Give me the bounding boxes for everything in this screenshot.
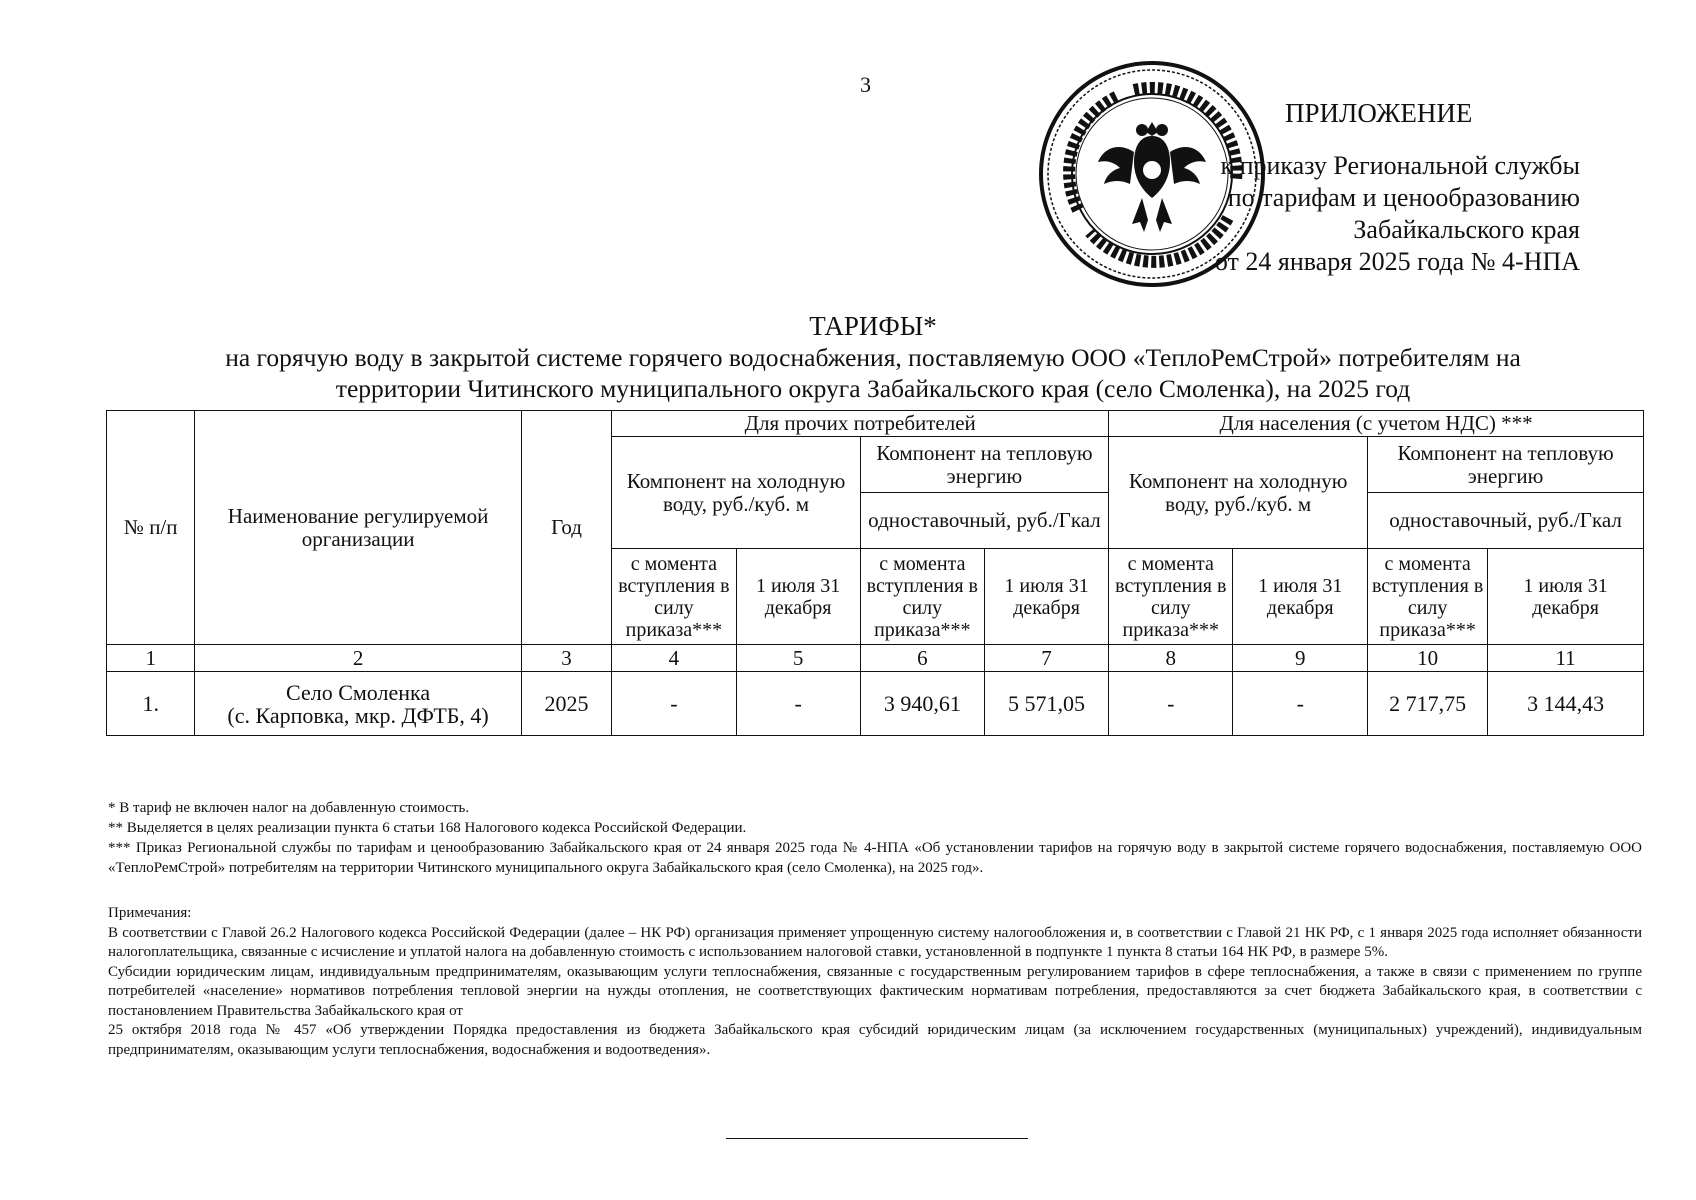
header-period-july: 1 июля 31 декабря <box>1488 549 1644 645</box>
header-single-rate-population: одноставочный, руб./Гкал <box>1368 493 1644 549</box>
approval-line: от 24 января 2025 года № 4-НПА <box>1214 247 1580 276</box>
header-cold-water-population: Компонент на холодную воду, руб./куб. м <box>1109 437 1368 549</box>
notes <box>108 904 1642 1060</box>
value-cell: - <box>1109 672 1233 736</box>
value-cell: - <box>1233 672 1368 736</box>
index-cell: 3 <box>521 645 612 672</box>
approval-line: по тарифам и ценообразованию <box>1227 183 1580 212</box>
header-period-july: 1 июля 31 декабря <box>1233 549 1368 645</box>
footnote: * В тариф не включен налог на добавленную стоимость. <box>108 800 470 816</box>
bottom-divider <box>726 1138 1028 1139</box>
title-subtitle-line2: территории Читинского муниципального округа Забайкальского края (село Смоленка), на 2025 год <box>335 374 1411 403</box>
header-period-from: с момента вступления в силу приказа*** <box>860 549 984 645</box>
page-number: 3 <box>860 72 871 97</box>
header-heat-other: Компонент на тепловую энергию <box>860 437 1108 493</box>
value-cell: - <box>736 672 860 736</box>
header-heat-population: Компонент на тепловую энергию <box>1368 437 1644 493</box>
header-single-rate-other: одноставочный, руб./Гкал <box>860 493 1108 549</box>
index-cell: 7 <box>984 645 1108 672</box>
note-paragraph: В соответствии с Главой 26.2 Налогового кодекса Российской Федерации (далее – НК РФ) организация применяет упрощенную систему налогообложения и, в соответствии с Главой 21 НК РФ, с 1 января 2025 года исполняет обязанности налогоплательщика, связанные с исчисление и уплатой налога на добавленную стоимость с использованием налоговой ставки, установленной в подпункте 1 пункта 8 статьи 164 НК РФ, в размере 5%. <box>108 924 1642 960</box>
header-group-other: Для прочих потребителей <box>612 411 1109 437</box>
footnotes <box>108 798 1642 878</box>
table-index-row <box>107 645 1644 672</box>
approval-line: Забайкальского края <box>1353 215 1580 244</box>
value-cell: 2 717,75 <box>1368 672 1488 736</box>
value-cell: 5 571,05 <box>984 672 1108 736</box>
header-period-from: с момента вступления в силу приказа*** <box>1109 549 1233 645</box>
title-subtitle-line1: на горячую воду в закрытой системе горячего водоснабжения, поставляемую ООО «ТеплоРемСтрой» потребителям на <box>225 343 1521 372</box>
row-year: 2025 <box>521 672 612 736</box>
index-cell: 1 <box>107 645 195 672</box>
index-cell: 8 <box>1109 645 1233 672</box>
index-cell: 4 <box>612 645 736 672</box>
index-cell: 10 <box>1368 645 1488 672</box>
header-organization: Наименование регулируемой организации <box>195 411 521 645</box>
header-num: № п/п <box>107 411 195 645</box>
approval-line: к приказу Региональной службы <box>1220 151 1580 180</box>
approval-block <box>1180 150 1580 278</box>
table-row <box>107 672 1644 736</box>
appendix-heading: ПРИЛОЖЕНИЕ <box>1285 98 1473 128</box>
value-cell: 3 940,61 <box>860 672 984 736</box>
index-cell: 9 <box>1233 645 1368 672</box>
row-num: 1. <box>107 672 195 736</box>
value-cell: 3 144,43 <box>1488 672 1644 736</box>
note-paragraph: Субсидии юридическим лицам, индивидуальным предпринимателям, оказывающим услуги теплоснабжения, связанные с государственным регулированием тарифов в сфере теплоснабжения, а также в связи с применением по группе потребителей «население» нормативов потребления тепловой энергии на нужды отопления, не соответствующих фактическим нормативам потребления, предоставляются за счет бюджета Забайкальского края, в соответствии с постановлением Правительства Забайкальского края от <box>108 963 1642 1019</box>
index-cell: 11 <box>1488 645 1644 672</box>
document-title <box>100 310 1646 404</box>
notes-heading: Примечания: <box>108 905 192 921</box>
index-cell: 2 <box>195 645 521 672</box>
row-organization-detail: (с. Карповка, мкр. ДФТБ, 4) <box>227 702 489 728</box>
header-year: Год <box>521 411 612 645</box>
header-group-population: Для населения (с учетом НДС) *** <box>1109 411 1644 437</box>
header-period-july: 1 июля 31 декабря <box>736 549 860 645</box>
value-cell: - <box>612 672 736 736</box>
header-period-from: с момента вступления в силу приказа*** <box>1368 549 1488 645</box>
note-paragraph: 25 октября 2018 года № 457 «Об утверждении Порядка предоставления из бюджета Забайкальского края субсидий юридическим лицам (за исключением государственных (муниципальных) учреждений), индивидуальным предпринимателям, оказывающим услуги теплоснабжения, водоснабжения и водоотведения». <box>108 1022 1642 1058</box>
index-cell: 6 <box>860 645 984 672</box>
footnote: *** Приказ Региональной службы по тарифам и ценообразованию Забайкальского края от 24 января 2025 года № 4-НПА «Об установлении тарифов на горячую воду в закрытой системе горячего водоснабжения, поставляемую ООО «ТеплоРемСтрой» потребителям на территории Читинского муниципального округа Забайкальского края (село Смоленка), на 2025 год». <box>108 840 1642 876</box>
header-cold-water-other: Компонент на холодную воду, руб./куб. м <box>612 437 860 549</box>
row-organization-name: Село Смоленка <box>286 679 431 705</box>
footnote: ** Выделяется в целях реализации пункта 6 статьи 168 Налогового кодекса Российской Федерации. <box>108 820 747 836</box>
tariff-table <box>106 410 1644 736</box>
title-main: ТАРИФЫ* <box>809 311 937 341</box>
index-cell: 5 <box>736 645 860 672</box>
header-period-from: с момента вступления в силу приказа*** <box>612 549 736 645</box>
header-period-july: 1 июля 31 декабря <box>984 549 1108 645</box>
row-organization <box>195 672 521 736</box>
